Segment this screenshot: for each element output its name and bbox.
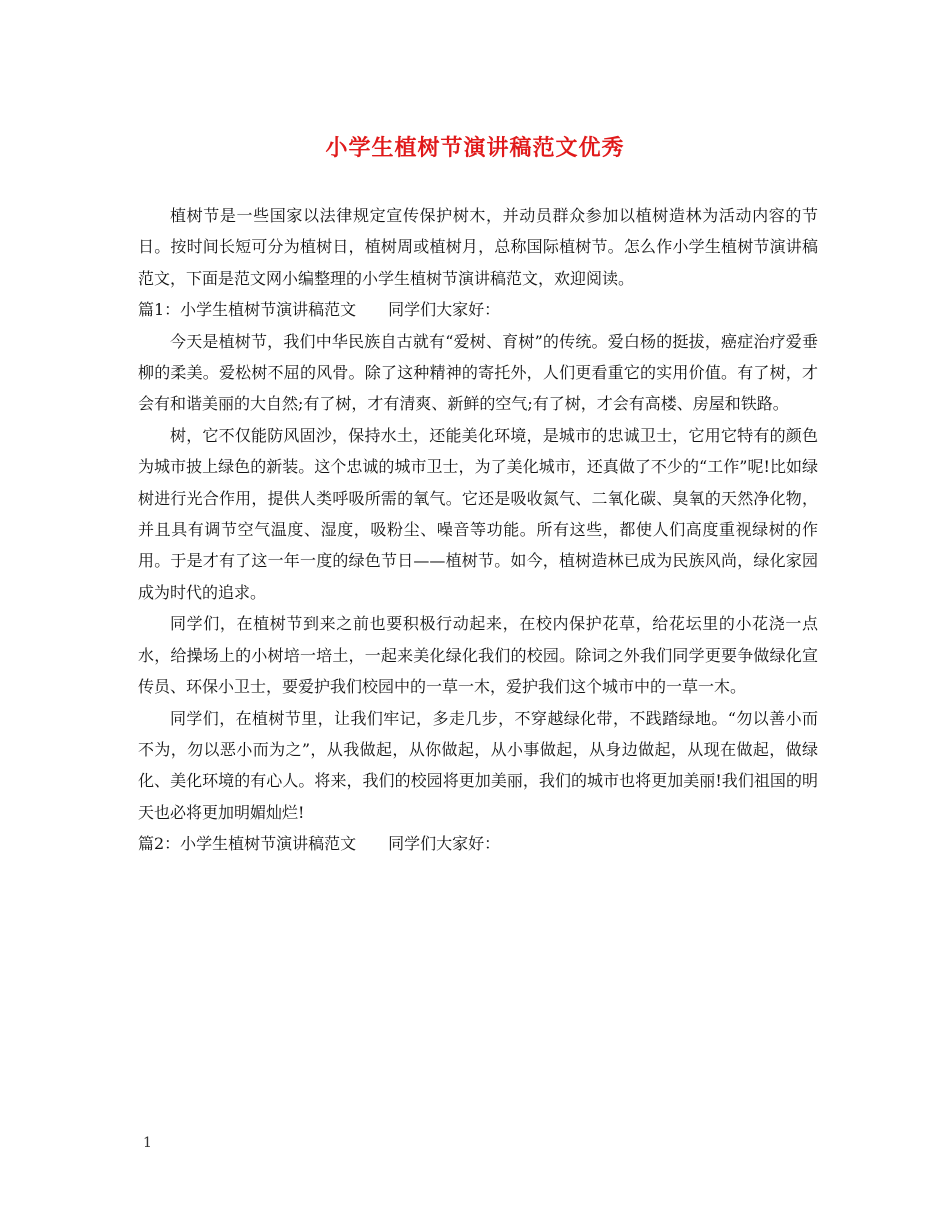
section-heading-2: 篇2：小学生植树节演讲稿范文 同学们大家好： [138,834,501,854]
section-heading-1: 篇1：小学生植树节演讲稿范文 同学们大家好： [138,300,501,320]
document-body [138,200,818,860]
page-number: 1 [143,1135,152,1151]
body-paragraph: 今天是植树节，我们中华民族自古就有“爱树、育树”的传统。爱白杨的挺拔，癌症治疗爱垂柳的柔美。爱松树不屈的风骨。除了这种精神的寄托外，人们更看重它的实用价值。有了树，才会有和谐美丽的大自然;有了树，才有清爽、新鲜的空气;有了树，才会有高楼、房屋和铁路。 [138,331,818,414]
body-paragraph: 同学们，在植树节到来之前也要积极行动起来，在校内保护花草，给花坛里的小花浇一点水，给操场上的小树培一培土，一起来美化绿化我们的校园。除词之外我们同学更要争做绿化宣传员、环保小卫士，要爱护我们校园中的一草一木，爱护我们这个城市中的一草一木。 [138,614,818,697]
document-title: 小学生植树节演讲稿范文优秀 [325,135,625,161]
body-paragraph: 同学们，在植树节里，让我们牢记，多走几步，不穿越绿化带，不践踏绿地。“勿以善小而不为，勿以恶小而为之”，从我做起，从你做起，从小事做起，从身边做起，从现在做起，做绿化、美化环境的有心人。将来，我们的校园将更加美丽，我们的城市也将更加美丽!我们祖国的明天也必将更加明媚灿烂! [138,708,818,822]
body-paragraph: 树，它不仅能防风固沙，保持水土，还能美化环境，是城市的忠诚卫士，它用它特有的颜色为城市披上绿色的新装。这个忠诚的城市卫士，为了美化城市，还真做了不少的“工作”呢!比如绿树进行光合作用，提供人类呼吸所需的氧气。它还是吸收氮气、二氧化碳、臭氧的天然净化物，并且具有调节空气温度、湿度，吸粉尘、噪音等功能。所有这些，都使人们高度重视绿树的作用。于是才有了这一年一度的绿色节日——植树节。如今，植树造林已成为民族风尚，绿化家园成为时代的追求。 [138,425,818,602]
intro-paragraph: 植树节是一些国家以法律规定宣传保护树木，并动员群众参加以植树造林为活动内容的节日。按时间长短可分为植树日，植树周或植树月，总称国际植树节。怎么作小学生植树节演讲稿范文，下面是范文网小编整理的小学生植树节演讲稿范文，欢迎阅读。 [138,206,818,288]
